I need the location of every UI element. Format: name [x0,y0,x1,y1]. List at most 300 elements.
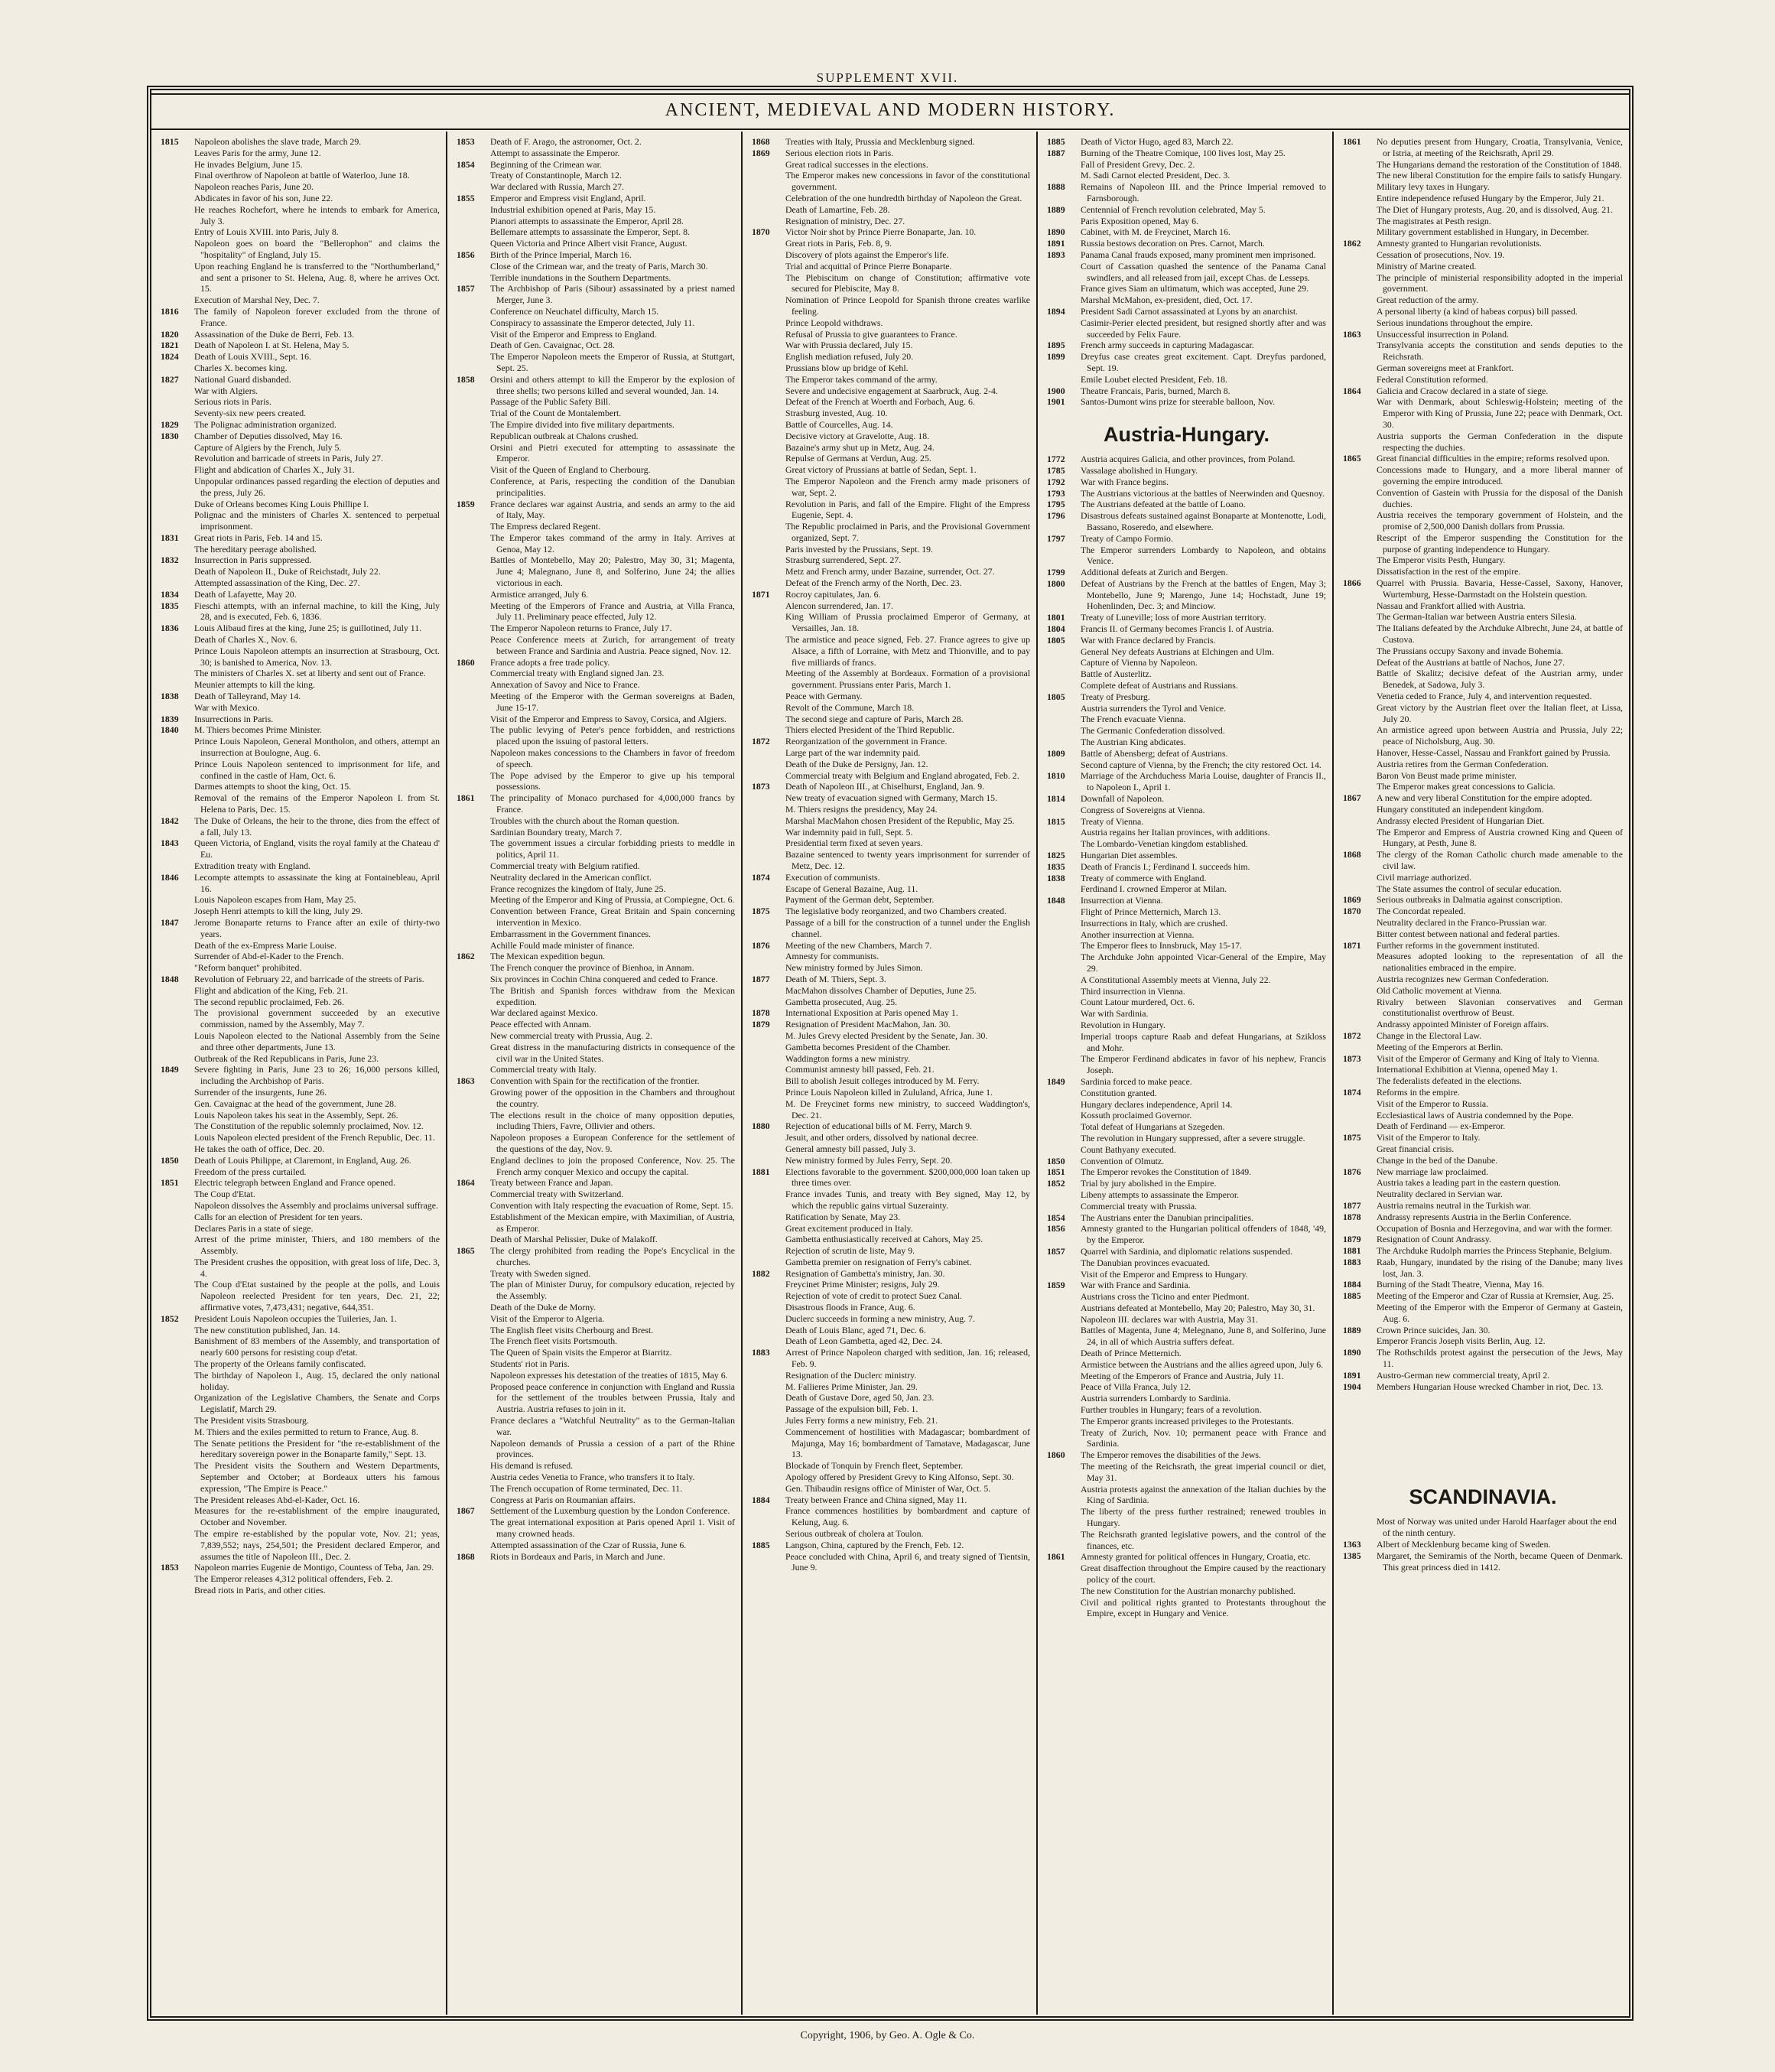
entry-event: General Ney defeats Austrians at Elchingen and Ulm. [1081,646,1274,657]
entry-year: 1839 [161,713,179,724]
entry-event: War with France and Sardinia. [1081,1280,1191,1291]
entry-event: Reorganization of the government in France. [785,736,948,747]
entry-event: Entry of Louis XVIII. into Paris, July 8. [194,226,339,238]
entry-event: The Italians defeated by the Archduke Albrecht, June 24, at battle of Custova. [1377,623,1623,646]
entry-event: Louis Napoleon elected president of the French Republic, Dec. 11. [194,1132,435,1143]
entry-event: Treaties with Italy, Prussia and Mecklenburg signed. [785,136,975,147]
entry-event: The English fleet visits Cherbourg and Brest. [490,1324,654,1335]
history-entry [1047,567,1326,578]
entry-event: Orsini and Pietri executed for attempting to assassinate the Emperor. [490,441,735,464]
entry-event: Austria acquires Galicia, and other provinces, from Poland. [1081,454,1295,465]
entry-event: He takes the oath of office, Dec. 20. [194,1143,325,1154]
history-entry [161,917,440,974]
entry-event: The Austrians victorious at the battles of Neerwinden and Quesnoy. [1081,487,1325,499]
entry-year: 1820 [161,328,179,340]
entry-event: Serious election riots in Paris. [785,147,894,158]
entry-year: 1385 [1343,1550,1361,1561]
history-entry [161,623,440,691]
entry-year: 1861 [1047,1551,1065,1563]
history-entry [161,374,440,419]
entry-event: Resignation of ministry, Dec. 27. [785,215,905,226]
entry-year: 1793 [1047,487,1065,499]
entry-event: Meeting of the Emperors at Berlin. [1377,1041,1504,1052]
entry-event: Insurrections in Italy, which are crushed. [1081,917,1228,929]
entry-year: 1873 [1343,1052,1361,1064]
entry-year: 1824 [161,351,179,363]
entry-event: Removal of the remains of the Emperor Napoleon I. from St. Helena to Paris, Dec. 15. [194,792,440,815]
entry-year: 1854 [457,158,475,170]
entry-event: War declared with Russia, March 27. [490,181,624,193]
entry-event: The Prussians occupy Saxony and invade Bohemia. [1377,645,1564,656]
history-entry [161,329,440,340]
entry-year: 1847 [161,916,179,928]
entry-year: 1894 [1047,305,1065,317]
history-entry [161,714,440,725]
entry-event: Paris Exposition opened, May 6. [1081,215,1198,226]
entry-event: The clergy prohibited from reading the Pope's Encyclical in the churches. [490,1245,735,1267]
entry-year: 1879 [752,1019,770,1030]
entry-event: Napoleon makes concessions to the Chambers in favor of freedom of speech. [490,747,735,769]
entry-year: 1830 [161,430,179,441]
history-entry [752,1268,1030,1348]
column-3 [752,136,1030,2012]
column-divider [1332,132,1334,2015]
entry-event: Duke of Orleans becomes King Louis Phillipe I. [194,498,369,509]
history-entry [161,691,440,714]
entry-year: 1849 [1047,1075,1065,1087]
entry-event: Raab, Hungary, inundated by the rising of the Danube; many lives lost, Jan. 3. [1377,1256,1623,1279]
entry-event: Emile Loubet elected President, Feb. 18. [1081,373,1227,385]
entry-event: The legislative body reorganized, and two Chambers created. [785,906,1007,917]
entry-year: 1804 [1047,623,1065,635]
entry-event: Achille Fould made minister of finance. [490,939,635,951]
entry-event: No deputies present from Hungary, Croatia, Transylvania, Venice, or Istria, at meeting of the Reichsrath, April 29. [1377,136,1623,158]
entry-event: Death of Talleyrand, May 14. [194,691,301,702]
history-entry [161,136,440,306]
entry-event: Resignation of Gambetta's ministry, Jan. 30. [785,1267,945,1279]
entry-event: A Constitutional Assembly meets at Vienna, July 22. [1081,974,1271,985]
entry-event: France invades Tunis, and treaty with Bey signed, May 12, by which the republic gains virtual Suzerainty. [785,1189,1030,1211]
entry-year: 1863 [1343,328,1361,340]
entry-event: Old Catholic movement at Vienna. [1377,984,1502,996]
history-entry [752,136,1030,148]
entry-event: Republican outbreak at Chalons crushed. [490,430,639,441]
history-entry [1343,1030,1623,1053]
entry-event: Remains of Napoleon III. and the Prince Imperial removed to Farnsborough. [1081,181,1326,203]
entry-year: 1877 [752,973,770,984]
entry-event: Flight of Prince Metternich, March 13. [1081,906,1221,917]
entry-event: Outbreak of the Red Republicans in Paris, June 23. [194,1052,379,1064]
entry-event: Trial and acquittal of Prince Pierre Bonaparte. [785,260,952,272]
entry-event: Burning of the Theatre Comique, 100 lives lost, May 25. [1081,147,1286,158]
history-entry [161,1064,440,1154]
entry-event: Visit of the Queen of England to Cherbourg. [490,464,651,476]
entry-event: Execution of communists. [785,871,880,883]
entry-event: Hungary constituted an independent kingdom. [1377,804,1544,815]
history-entry [457,159,735,193]
entry-event: Arrest of the prime minister, Thiers, and 180 members of the Assembly. [194,1234,440,1257]
entry-year: 1852 [1047,1178,1065,1189]
history-entry [1343,1200,1623,1212]
entry-event: Jesuit, and other orders, dissolved by national decree. [785,1132,979,1143]
entry-event: Gen. Cavaignac at the head of the government, June 28. [194,1098,397,1109]
entry-event: The Constitution of the republic solemnly proclaimed, Nov. 12. [194,1121,424,1132]
history-entry [752,1019,1030,1121]
history-entry [1047,635,1326,691]
entry-event: Assassination of the Duke de Berri, Feb. 13. [194,328,355,340]
entry-year: 1889 [1047,203,1065,215]
entry-event: Napoleon demands of Prussia a cession of a part of the Rhine provinces. [490,1437,735,1460]
entry-event: Banishment of 83 members of the Assembly, and transportation of nearly 600 persons for resisting coup d'etat. [194,1335,440,1358]
history-entry [1047,204,1326,227]
entry-event: Insurrection at Vienna. [1081,895,1163,906]
history-entry [161,1313,440,1563]
entry-year: 1849 [161,1064,179,1075]
entry-year: 1889 [1343,1324,1361,1335]
entry-event: Austria surrenders Lombardy to Sardinia. [1081,1393,1231,1404]
history-entry [1343,849,1623,894]
column-divider [741,132,743,2015]
entry-year: 1816 [161,305,179,317]
history-entry [752,906,1030,939]
entry-event: Abdicates in favor of his son, June 22. [194,192,333,203]
entry-event: War with France declared by Francis. [1081,634,1216,646]
entry-event: Queen Victoria and Prince Albert visit France, August. [490,238,688,249]
entry-year: 1857 [1047,1245,1065,1257]
entry-event: The principle of ministerial responsibility adopted in the imperial government. [1377,272,1623,294]
entry-event: The Germanic Confederation dissolved. [1081,725,1225,737]
history-entry [1343,329,1623,385]
history-entry [1343,1279,1623,1290]
entry-event: Disastrous defeats sustained against Bonaparte at Montenotte, Lodi, Bassano, Roseredo, and elsewhere. [1081,510,1326,532]
entry-year: 1805 [1047,691,1065,702]
entry-event: The Empire divided into five military departments. [490,418,675,430]
entry-event: Severe and undecisive engagement at Saarbruck, Aug. 2-4. [785,385,998,396]
entry-event: Battle of Courcelles, Aug. 14. [785,418,893,430]
entry-event: Crown Prince suicides, Jan. 30. [1377,1324,1491,1335]
entry-event: A personal liberty (a kind of habeas corpus) bill passed. [1377,305,1578,317]
history-entry [1047,306,1326,340]
history-text: Most of Norway was united under Harold Haarfager about the end of the ninth century. [1377,1516,1617,1539]
entry-event: Nassau and Frankfort allied with Austria. [1377,600,1526,611]
entry-event: Surrender of the insurgents, June 26. [194,1086,327,1098]
entry-event: War with Mexico. [194,701,260,713]
entry-event: Death of Prince Metternich. [1081,1348,1182,1359]
entry-year: 1855 [457,192,475,203]
entry-event: Elections favorable to the government. $200,000,000 loan taken up three times over. [785,1166,1030,1189]
entry-event: Charles X. becomes king. [194,362,288,373]
entry-year: 1876 [752,939,770,951]
history-entry [1047,249,1326,306]
entry-event: MacMahon dissolves Chamber of Deputies, June 25. [785,984,977,996]
history-entry [161,815,440,838]
entry-year: 1885 [1343,1290,1361,1302]
entry-event: The federalists defeated in the elections. [1377,1075,1522,1087]
entry-event: Troubles with the church about the Roman question. [490,815,680,826]
entry-event: Battles of Magenta, June 4; Melegnano, June 8, and Solferino, June 24, in all of which Austria suffers defeat. [1081,1325,1326,1348]
entry-event: Louis Napoleon escapes from Ham, May 25. [194,894,356,906]
title-rule [151,128,1629,130]
entry-event: The French occupation of Rome terminated, Dec. 11. [490,1482,683,1494]
entry-event: Great distress in the manufacturing districts in consequence of the civil war in the United States. [490,1041,735,1064]
entry-event: The Polignac administration organized. [194,418,336,430]
entry-event: Gambetta enthusiastically received at Cahors, May 25. [785,1234,983,1245]
entry-year: 1865 [1343,453,1361,464]
column-4 [1047,136,1326,2012]
entry-event: Civil marriage authorized. [1377,871,1472,883]
history-entry [1343,1539,1623,1550]
entry-event: Louis Alibaud fires at the king, June 25; is guillotined, July 11. [194,623,422,634]
history-entry [1047,226,1326,238]
entry-event: Bazaine's army shut up in Metz, Aug. 24. [785,441,935,453]
entry-event: Emperor Francis Joseph visits Berlin, Aug. 12. [1377,1335,1546,1347]
entry-event: Treaty of commerce with England. [1081,872,1207,883]
entry-event: Gambetta premier on resignation of Ferry's cabinet. [785,1256,972,1267]
entry-event: Trial by jury abolished in the Empire. [1081,1178,1217,1189]
entry-event: Napoleon dissolves the Assembly and proclaims universal suffrage. [194,1199,438,1211]
entry-event: Cabinet, with M. de Freycinet, March 16. [1081,226,1230,238]
history-entry [1047,748,1326,771]
entry-event: New ministry formed by Jules Ferry, Sept. 20. [785,1154,953,1166]
entry-event: Death of the Duke de Morny. [490,1302,597,1313]
entry-year: 1878 [752,1007,770,1019]
entry-event: Austrians cross the Ticino and enter Piedmont. [1081,1291,1250,1303]
entry-event: Seventy-six new peers created. [194,408,307,419]
history-entry [1343,1257,1623,1280]
section-heading: SCANDINAVIA. [1409,1485,1557,1509]
entry-year: 1800 [1047,577,1065,589]
entry-event: The Austrians defeated at the battle of Loano. [1081,499,1246,510]
entry-year: 1856 [1047,1223,1065,1234]
entry-event: Commercial treaty with England signed Jan. 23. [490,668,665,679]
entry-event: Polignac and the ministers of Charles X. sentenced to perpetual imprisonment. [194,509,440,532]
entry-event: Death of M. Thiers, Sept. 3. [785,973,886,984]
entry-year: 1853 [457,136,475,147]
column-1 [161,136,440,2012]
history-entry [1343,1132,1623,1166]
entry-year: 1859 [1047,1280,1065,1291]
entry-event: The liberty of the press further restrained; renewed troubles in Hungary. [1081,1506,1326,1529]
entry-event: National Guard disbanded. [194,373,291,385]
entry-event: M. Jules Grevy elected President by the Senate, Jan. 30. [785,1029,988,1041]
entry-event: The Emperor flees to Innsbruck, May 15-17. [1081,940,1242,951]
entry-event: Beginning of the Crimean war. [490,158,602,170]
entry-event: M. Sadi Carnot elected President, Dec. 3. [1081,170,1230,181]
entry-event: The Archduke John appointed Vicar-General of the Empire, May 29. [1081,951,1326,974]
history-entry [1047,148,1326,181]
history-entry [752,148,1030,227]
entry-event: The Emperor makes great concessions to Galicia. [1377,781,1556,792]
entry-year: 1866 [1343,577,1361,589]
entry-event: The Queen of Spain visits the Emperor at Biarritz. [490,1347,672,1358]
entry-event: Reforms in the empire. [1377,1086,1460,1098]
entry-year: 1885 [1047,136,1065,147]
entry-event: Prince Louis Napoleon sentenced to imprisonment for life, and confined in the castle of Ham, Oct. 6. [194,758,440,781]
history-entry [161,974,440,1064]
entry-event: Duclerc succeeds in forming a new ministry, Aug. 7. [785,1312,975,1324]
entry-event: Ratification by Senate, May 23. [785,1211,901,1222]
entry-event: The new constitution published, Jan. 14. [194,1324,340,1335]
entry-event: Battle of Austerlitz. [1081,668,1152,680]
entry-event: The ministers of Charles X. set at liberty and sent out of France. [194,668,426,679]
entry-year: 1875 [1343,1132,1361,1143]
entry-event: Napoleon marries Eugenie de Montigo, Countess of Teba, Jan. 29. [194,1562,434,1573]
entry-event: War indemnity paid in full, Sept. 5. [785,826,913,838]
entry-event: Galicia and Cracow declared in a state of siege. [1377,385,1549,396]
entry-event: Treaty with Sweden signed. [490,1267,591,1279]
history-entry [1047,895,1326,1076]
entry-event: The Austrians enter the Danubian principalities. [1081,1212,1254,1223]
entry-event: Death of Louis XVIII., Sept. 16. [194,351,312,363]
entry-event: Defeat of the French army of the North, Dec. 23. [785,577,962,589]
entry-event: Annexation of Savoy and Nice to France. [490,679,640,691]
entry-event: Marriage of the Archduchess Maria Louise, daughter of Francis II., to Napoleon I., April 1. [1081,770,1326,793]
entry-event: Quarrel with Prussia. Bavaria, Hesse-Cassel, Saxony, Hanover, Wurtemburg, Hesse-Darmstadt on the Holstein question. [1377,577,1623,600]
entry-year: 1872 [752,736,770,747]
entry-year: 1860 [457,656,475,668]
entry-event: Visit of the Emperor to Italy. [1377,1132,1481,1143]
entry-year: 1864 [1343,385,1361,396]
history-entry [161,555,440,588]
entry-event: Napoleon III. declares war with Austria, May 31. [1081,1313,1258,1325]
entry-event: Amnesty granted to the Hungarian political offenders of 1848, '49, by the Emperor. [1081,1223,1326,1246]
column-5 [1343,136,1623,2012]
entry-event: Gambetta prosecuted, Aug. 25. [785,996,898,1007]
entry-event: The Emperor Napoleon returns to France, July 17. [490,623,672,634]
history-entry [161,838,440,871]
entry-event: Military government established in Hungary, in December. [1377,226,1589,238]
entry-event: Blockade of Tonquin by French fleet, September. [785,1460,964,1472]
history-entry [1047,396,1326,408]
entry-event: Fall of President Grevy, Dec. 2. [1081,158,1195,170]
entry-event: Napoleon proposes a European Conference for the settlement of the questions of the day, Nov. 9. [490,1132,735,1154]
history-entry [1047,770,1326,793]
copyright-footer: Copyright, 1906, by Geo. A. Ogle & Co. [800,2030,975,2041]
entry-event: The President crushes the opposition, with great loss of life, Dec. 3, 4. [194,1256,440,1279]
entry-event: Queen Victoria, of England, visits the royal family at the Chateau d' Eu. [194,838,440,860]
entry-event: Second capture of Vienna, by the French; the city restored Oct. 14. [1081,759,1321,770]
entry-event: Austria retires from the German Confederation. [1377,758,1549,769]
history-entry [1047,238,1326,249]
entry-event: The armistice and peace signed, Feb. 27. France agrees to give up Alsace, a fifth of Lorraine, with Metz and Thionville, and to pay five milliards of francs. [785,634,1030,668]
entry-event: The Emperor releases 4,312 political offenders, Feb. 2. [194,1573,393,1585]
entry-event: Death of Gustave Dore, aged 50, Jan. 23. [785,1392,935,1404]
entry-event: Conspiracy to assassinate the Emperor detected, July 11. [490,317,695,328]
entry-event: His demand is refused. [490,1460,574,1472]
entry-event: Austria regains her Italian provinces, with additions. [1081,827,1270,838]
entry-year: 1890 [1047,226,1065,238]
entry-event: Apology offered by President Grevy to King Alfonso, Sept. 30. [785,1472,1014,1483]
entry-event: Capture of Vienna by Napoleon. [1081,657,1198,668]
entry-event: Birth of the Prince Imperial, March 16. [490,249,632,260]
entry-event: Revolution of February 22, and barricade of the streets of Paris. [194,973,424,984]
entry-year: 1864 [457,1177,475,1189]
entry-event: Industrial exhibition opened at Paris, May 15. [490,203,656,215]
entry-event: The plan of Minister Duruy, for compulsory education, rejected by the Assembly. [490,1279,735,1302]
history-entry [1047,499,1326,510]
entry-event: Imperial troops capture Raab and defeat Hungarians, at Szikloss and Mohr. [1081,1030,1326,1053]
entry-event: Transylvania accepts the constitution and sends deputies to the Reichsrath. [1377,340,1623,363]
entry-event: Austria surrenders the Tyrol and Venice. [1081,702,1227,714]
history-entry [1343,1245,1623,1257]
entry-event: The German-Italian war between Austria enters Silesia. [1377,611,1577,623]
entry-event: Commercial treaty with Prussia. [1081,1200,1198,1212]
entry-event: International Exposition at Paris opened May 1. [785,1007,958,1019]
history-entry [457,1075,735,1177]
entry-event: Rejection of scrutin de liste, May 9. [785,1245,915,1257]
entry-event: Freycinet Prime Minister; resigns, July 29. [785,1279,940,1290]
entry-year: 1881 [752,1166,770,1177]
entry-event: Declares Paris in a state of siege. [194,1222,314,1234]
entry-event: Change in the Electoral Law. [1377,1029,1482,1041]
entry-year: 1874 [752,871,770,883]
history-entry [1047,1156,1326,1167]
entry-event: Escape of General Bazaine, Aug. 11. [785,883,918,894]
entry-event: The Reichsrath granted legislative powers, and the control of the finances, etc. [1081,1528,1326,1551]
entry-event: Count Latour murdered, Oct. 6. [1081,997,1195,1008]
entry-event: Great victory by the Austrian fleet over the Italian fleet, at Lissa, July 20. [1377,701,1623,724]
entry-event: The Archduke Rudolph marries the Princess Stephanie, Belgium. [1377,1245,1612,1257]
entry-event: Flight and abdication of Charles X., July 31. [194,464,355,476]
entry-event: Austria cedes Venetia to France, who transfers it to Italy. [490,1472,695,1483]
entry-year: 1785 [1047,464,1065,476]
history-entry [752,1166,1030,1268]
entry-event: Revolution in Paris, and fall of the Empire. Flight of the Empress Eugenie, Sept. 4. [785,498,1030,521]
entry-event: The property of the Orleans family confiscated. [194,1358,366,1370]
entry-event: Conference, at Paris, respecting the condition of the Danubian principalities. [490,475,735,498]
entry-event: The Danubian provinces evacuated. [1081,1257,1211,1268]
entry-event: The President visits Strasbourg. [194,1415,309,1426]
entry-event: Austria protests against the annexation of the Italian duchies by the King of Sardinia. [1081,1483,1326,1506]
entry-year: 1850 [161,1154,179,1166]
history-entry [1343,1053,1623,1087]
entry-event: The Plebiscitum on change of Constitution; affirmative vote secured for Plebiscite, May 8. [785,272,1030,294]
entry-event: Meeting of the Assembly at Bordeaux. Formation of a provisional government. Prussians enter Paris, March 1. [785,668,1030,691]
entry-event: Further reforms in the government instituted. [1377,939,1539,951]
history-entry [1047,465,1326,477]
entry-year: 1832 [161,555,179,566]
entry-event: M. Thiers resigns the presidency, May 24. [785,804,938,815]
entry-year: 1805 [1047,634,1065,646]
entry-event: Serious outbreak of cholera at Toulon. [785,1528,924,1540]
history-entry [1343,385,1623,454]
entry-event: Congress of Sovereigns at Vienna. [1081,804,1205,815]
entry-event: Sardinia forced to make peace. [1081,1075,1192,1087]
entry-event: Meeting of the Emperor and King of Prussia, at Compiegne, Oct. 6. [490,894,735,906]
entry-event: The Emperor and Empress of Austria crowned King and Queen of Hungary, at Pesth, June 8. [1377,826,1623,849]
entry-event: The Duke of Orleans, the heir to the throne, dies from the effect of a fall, July 13. [194,815,440,838]
entry-event: War with France begins. [1081,476,1169,487]
entry-event: Great riots in Paris, Feb. 14 and 15. [194,532,323,543]
entry-event: Peace Conference meets at Zurich, for arrangement of treaty between France and Sardinia and Austria. Peace signed, Nov. 12. [490,634,735,656]
entry-event: Upon reaching England he is transferred to the "Northumberland," and sent a prisoner to St. Helena, Aug. 8, where he arrives Oct. 15. [194,260,440,294]
entry-event: War with Prussia declared, July 15. [785,340,913,351]
entry-year: 1893 [1047,249,1065,260]
entry-event: Count Bathyany executed. [1081,1143,1176,1155]
entry-event: Victor Noir shot by Prince Pierre Bonaparte, Jan. 10. [785,226,977,238]
entry-event: Orsini and others attempt to kill the Emperor by the explosion of three shells; two persons killed and several wounded, Jan. 14. [490,373,735,396]
history-entry [752,1007,1030,1019]
entry-event: Great financial crisis. [1377,1143,1455,1154]
entry-event: Discovery of plots against the Emperor's life. [785,249,949,260]
entry-year: 1848 [1047,895,1065,906]
history-entry [1343,577,1623,792]
history-entry [1047,510,1326,533]
entry-event: Amnesty for communists. [785,951,879,962]
entry-year: 1862 [1343,238,1361,249]
history-entry [161,1177,440,1313]
entry-event: Prince Louis Napoleon, General Montholon, and others, attempt an insurrection at Boulogne, Aug. 6. [194,736,440,759]
